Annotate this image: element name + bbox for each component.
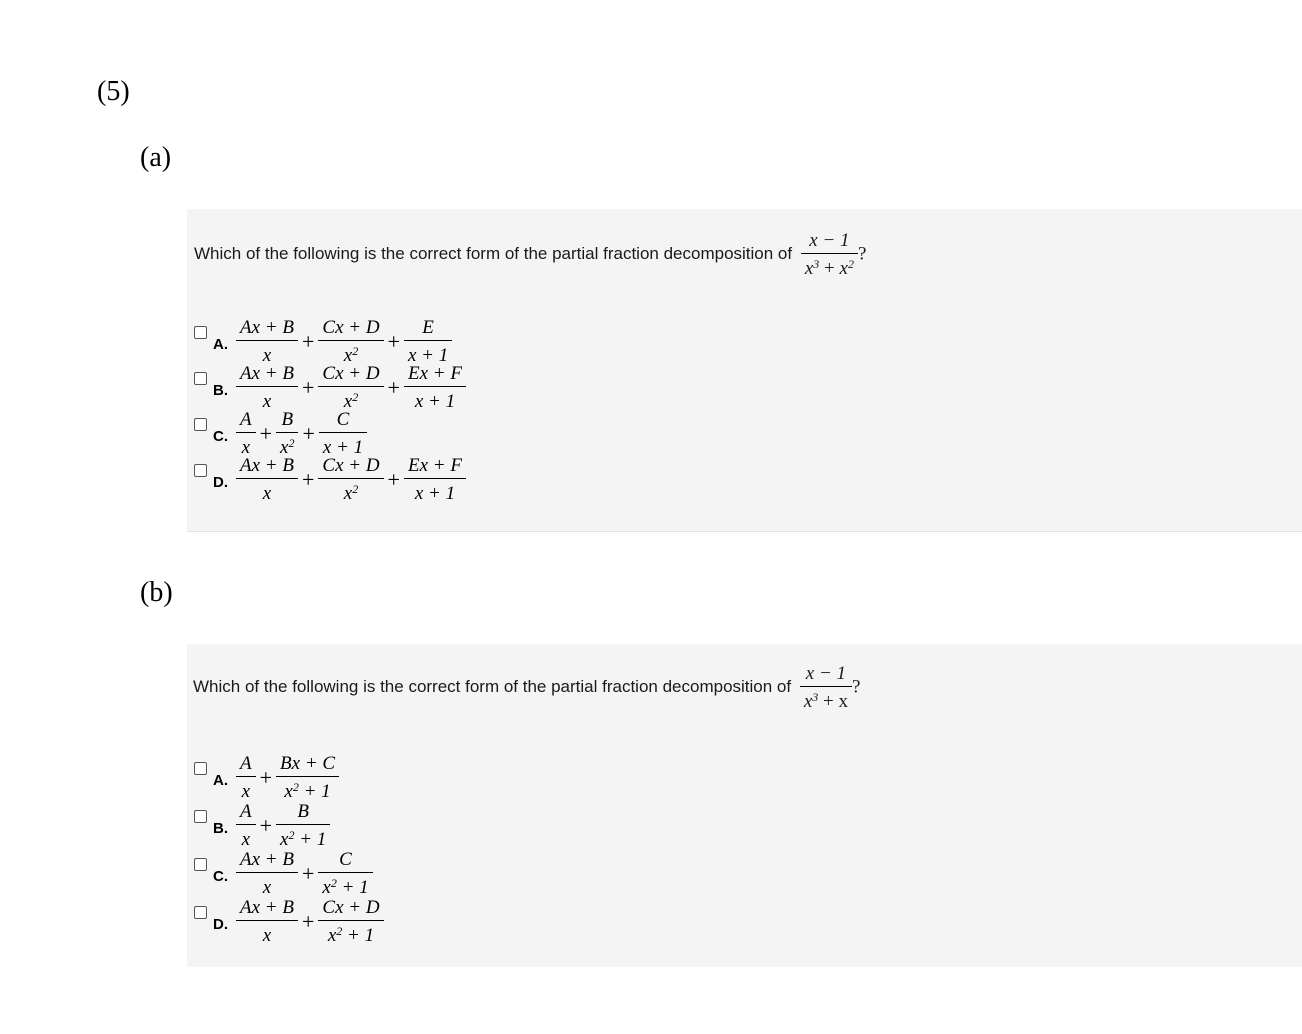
part-a-option-b-checkbox[interactable]	[194, 372, 207, 385]
fraction-denominator: x	[241, 781, 251, 802]
part-a-option-a-letter[interactable]: A.	[213, 336, 228, 353]
part-a-option-c-checkbox[interactable]	[194, 418, 207, 431]
fraction-denominator: x + 1	[322, 437, 364, 458]
fraction-denominator: x	[262, 877, 272, 898]
part-b-question-text: Which of the following is the correct form of the partial fraction decomposition of	[193, 676, 792, 696]
part-a-option-b-expression	[236, 364, 466, 411]
fraction-numerator: A	[240, 753, 252, 774]
fraction-denominator: x	[262, 391, 272, 412]
fraction-term	[276, 754, 339, 801]
plus-sign: +	[387, 328, 400, 354]
fraction-denominator: x	[262, 483, 272, 504]
fraction-numerator: C	[336, 409, 350, 430]
plus-sign: +	[301, 466, 315, 492]
fraction-term	[404, 318, 452, 365]
part-b-option-d-expression	[236, 898, 384, 945]
fraction-numerator: C	[339, 849, 352, 870]
part-b-expression	[800, 664, 852, 711]
part-a-option-c-expression	[236, 410, 367, 457]
part-a-option-c-letter[interactable]: C.	[213, 428, 228, 445]
part-a-expression	[801, 231, 858, 278]
fraction-numerator: Ax + B	[240, 897, 294, 918]
part-a-expr-numerator: x − 1	[809, 230, 850, 251]
plus-sign: +	[259, 764, 273, 790]
fraction-term	[404, 364, 466, 411]
fraction-denominator: x	[262, 925, 272, 946]
part-b-option-a-checkbox[interactable]	[194, 762, 207, 775]
part-a-option-a-expression	[236, 318, 452, 365]
fraction-numerator: Cx + D	[322, 363, 380, 384]
fraction-denominator: x	[241, 437, 251, 458]
fraction-term	[404, 456, 466, 503]
fraction-term	[236, 410, 256, 457]
fraction-term	[318, 898, 383, 945]
fraction-denominator: $x^2 + 1$	[322, 876, 369, 898]
part-a-option-d-expression	[236, 456, 466, 503]
part-b-expr-numerator: x − 1	[805, 663, 847, 684]
part-a-question-text: Which of the following is the correct form of the partial fraction decomposition of	[194, 243, 793, 263]
fraction-denominator: $x^2$	[280, 436, 295, 458]
part-a-option-d-letter[interactable]: D.	[213, 474, 228, 491]
fraction-term	[236, 456, 298, 503]
fraction-term	[236, 364, 298, 411]
plus-sign: +	[259, 812, 273, 838]
fraction-term	[236, 898, 298, 945]
fraction-numerator: Cx + D	[322, 897, 380, 918]
fraction-denominator: x	[241, 829, 251, 850]
fraction-term	[276, 410, 298, 457]
plus-sign: +	[259, 420, 273, 446]
fraction-term	[318, 364, 383, 411]
part-b-option-c-expression	[236, 850, 373, 897]
fraction-denominator: $x^2$	[343, 344, 359, 366]
part-b-question	[193, 664, 860, 711]
fraction-numerator: Cx + D	[322, 455, 380, 476]
fraction-denominator: x + 1	[414, 391, 456, 412]
part-b-option-b-expression	[236, 802, 330, 849]
part-a-option-b-letter[interactable]: B.	[213, 382, 228, 399]
fraction-denominator: $x^2 + 1$	[280, 828, 327, 850]
part-a-option-a-checkbox[interactable]	[194, 326, 207, 339]
fraction-denominator: $x^2$	[343, 482, 359, 504]
plus-sign: +	[302, 420, 315, 446]
part-b-option-d-letter[interactable]: D.	[213, 916, 228, 933]
fraction-numerator: Ex + F	[407, 363, 462, 384]
fraction-term	[236, 318, 298, 365]
fraction-term	[318, 850, 372, 897]
plus-sign: +	[387, 374, 400, 400]
plus-sign: +	[387, 466, 400, 492]
part-b-option-a-expression	[236, 754, 339, 801]
plus-sign: +	[301, 908, 315, 934]
fraction-numerator: A	[240, 409, 252, 430]
part-a-question-mark: ?	[857, 243, 867, 265]
fraction-denominator: x	[262, 345, 272, 366]
part-b-label: (b)	[140, 577, 173, 608]
fraction-denominator: $x^2 + 1$	[284, 780, 331, 802]
fraction-term	[276, 802, 330, 849]
fraction-numerator: Ax + B	[240, 455, 294, 476]
part-a-expr-denominator: $x^3 + x^2$	[804, 257, 854, 279]
fraction-term	[318, 318, 383, 365]
plus-sign: +	[301, 374, 315, 400]
fraction-term	[236, 754, 256, 801]
fraction-denominator: $x^2 + 1$	[327, 924, 375, 946]
part-b-option-a-letter[interactable]: A.	[213, 772, 228, 789]
fraction-term	[318, 456, 383, 503]
part-a-option-d-checkbox[interactable]	[194, 464, 207, 477]
fraction-denominator: x + 1	[407, 345, 449, 366]
fraction-numerator: A	[240, 801, 252, 822]
part-b-expr-denominator: $x^3 + x$	[803, 690, 849, 712]
fraction-term	[236, 850, 298, 897]
fraction-numerator: Ax + B	[240, 363, 294, 384]
fraction-numerator: Ax + B	[240, 849, 294, 870]
plus-sign: +	[301, 860, 315, 886]
problem-number: (5)	[97, 76, 130, 107]
part-b-option-b-letter[interactable]: B.	[213, 820, 228, 837]
fraction-term	[319, 410, 367, 457]
fraction-numerator: B	[297, 801, 309, 822]
part-b-question-mark: ?	[852, 676, 861, 698]
plus-sign: +	[301, 328, 315, 354]
part-b-option-c-letter[interactable]: C.	[213, 868, 228, 885]
fraction-denominator: $x^2$	[343, 390, 359, 412]
fraction-term	[236, 802, 256, 849]
part-b-option-c-checkbox[interactable]	[194, 858, 207, 871]
fraction-numerator: Cx + D	[322, 317, 380, 338]
part-b-option-b-checkbox[interactable]	[194, 810, 207, 823]
fraction-denominator: x + 1	[414, 483, 456, 504]
fraction-numerator: E	[422, 317, 434, 338]
fraction-numerator: Ex + F	[407, 455, 462, 476]
fraction-numerator: Bx + C	[280, 753, 336, 774]
fraction-numerator: B	[281, 409, 294, 430]
part-a-question	[194, 231, 866, 278]
part-b-option-d-checkbox[interactable]	[194, 906, 207, 919]
part-a-label: (a)	[140, 142, 172, 173]
fraction-numerator: Ax + B	[240, 317, 294, 338]
